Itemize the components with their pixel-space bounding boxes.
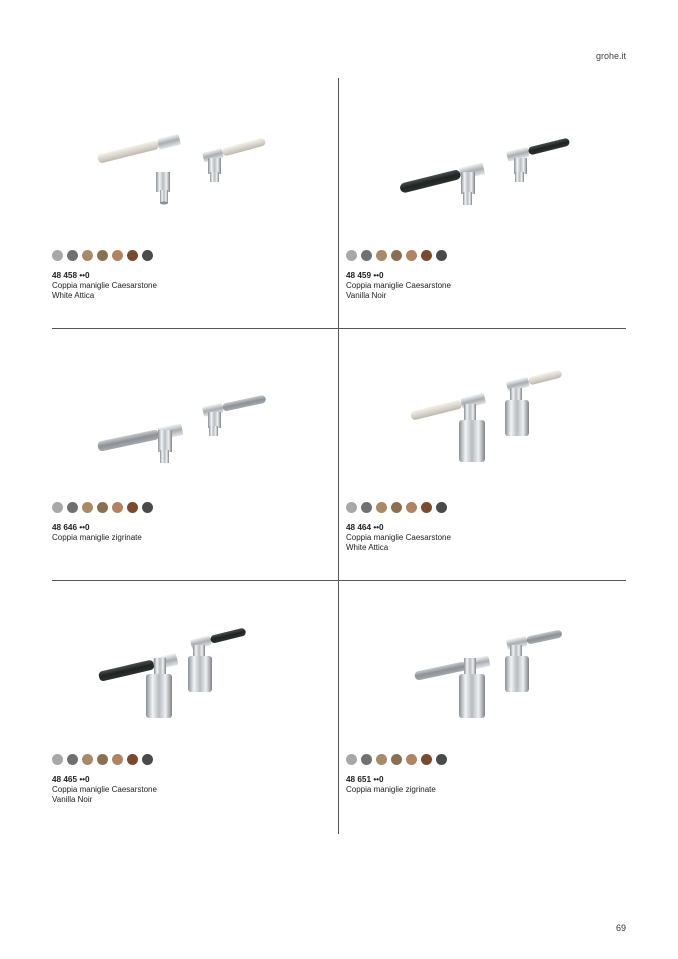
color-swatch[interactable] xyxy=(376,502,387,513)
color-swatches xyxy=(346,250,447,262)
product-variant: Vanilla Noir xyxy=(52,795,93,804)
color-swatch[interactable] xyxy=(376,754,387,765)
product-code: 48 458 ••0 xyxy=(52,271,90,280)
product-code: 48 464 ••0 xyxy=(346,523,384,532)
product-variant: White Attica xyxy=(346,543,389,552)
product-card xyxy=(52,80,339,332)
color-swatch[interactable] xyxy=(52,754,63,765)
product-name: Coppia maniglie Caesarstone xyxy=(346,281,451,290)
color-swatches xyxy=(52,502,153,514)
color-swatch[interactable] xyxy=(127,502,138,513)
color-swatch[interactable] xyxy=(97,754,108,765)
product-image xyxy=(346,80,633,240)
product-card xyxy=(346,332,633,584)
color-swatch[interactable] xyxy=(97,502,108,513)
product-name: Coppia maniglie Caesarstone xyxy=(52,785,157,794)
color-swatch[interactable] xyxy=(376,250,387,261)
product-code: 48 465 ••0 xyxy=(52,775,90,784)
color-swatch[interactable] xyxy=(346,502,357,513)
color-swatch[interactable] xyxy=(421,754,432,765)
color-swatch[interactable] xyxy=(346,250,357,261)
color-swatch[interactable] xyxy=(436,250,447,261)
color-swatch[interactable] xyxy=(142,754,153,765)
page-number: 69 xyxy=(615,923,626,933)
color-swatch[interactable] xyxy=(112,754,123,765)
product-name: Coppia maniglie Caesarstone xyxy=(346,533,451,542)
color-swatch[interactable] xyxy=(361,502,372,513)
color-swatches xyxy=(52,250,153,262)
product-code: 48 646 ••0 xyxy=(52,523,90,532)
product-variant: Vanilla Noir xyxy=(346,291,387,300)
color-swatch[interactable] xyxy=(127,754,138,765)
site-url: grohe.it xyxy=(595,51,626,61)
product-name: Coppia maniglie zigrinate xyxy=(346,785,436,794)
product-image xyxy=(52,80,339,240)
color-swatch[interactable] xyxy=(346,754,357,765)
color-swatch[interactable] xyxy=(406,754,417,765)
color-swatch[interactable] xyxy=(361,754,372,765)
color-swatches xyxy=(346,502,447,514)
color-swatches xyxy=(52,754,153,766)
product-card xyxy=(346,584,633,836)
color-swatch[interactable] xyxy=(406,250,417,261)
color-swatch[interactable] xyxy=(112,502,123,513)
color-swatch[interactable] xyxy=(112,250,123,261)
color-swatch[interactable] xyxy=(52,502,63,513)
product-code: 48 459 ••0 xyxy=(346,271,384,280)
color-swatch[interactable] xyxy=(67,754,78,765)
color-swatch[interactable] xyxy=(82,754,93,765)
product-name: Coppia maniglie zigrinate xyxy=(52,533,142,542)
color-swatch[interactable] xyxy=(142,250,153,261)
product-code: 48 651 ••0 xyxy=(346,775,384,784)
color-swatch[interactable] xyxy=(82,250,93,261)
color-swatch[interactable] xyxy=(436,502,447,513)
color-swatch[interactable] xyxy=(52,250,63,261)
color-swatch[interactable] xyxy=(421,502,432,513)
color-swatch[interactable] xyxy=(127,250,138,261)
color-swatch[interactable] xyxy=(361,250,372,261)
product-name: Coppia maniglie Caesarstone xyxy=(52,281,157,290)
color-swatch[interactable] xyxy=(67,502,78,513)
product-card xyxy=(346,80,633,332)
color-swatch[interactable] xyxy=(406,502,417,513)
color-swatch[interactable] xyxy=(391,754,402,765)
color-swatch[interactable] xyxy=(97,250,108,261)
color-swatch[interactable] xyxy=(82,502,93,513)
product-image xyxy=(346,332,633,492)
color-swatch[interactable] xyxy=(436,754,447,765)
color-swatch[interactable] xyxy=(391,502,402,513)
product-variant: White Attica xyxy=(52,291,95,300)
product-card xyxy=(52,332,339,584)
product-image xyxy=(52,332,339,492)
color-swatch[interactable] xyxy=(142,502,153,513)
color-swatch[interactable] xyxy=(421,250,432,261)
product-image xyxy=(346,584,633,744)
color-swatch[interactable] xyxy=(67,250,78,261)
color-swatches xyxy=(346,754,447,766)
product-image xyxy=(52,584,339,744)
product-card xyxy=(52,584,339,836)
color-swatch[interactable] xyxy=(391,250,402,261)
